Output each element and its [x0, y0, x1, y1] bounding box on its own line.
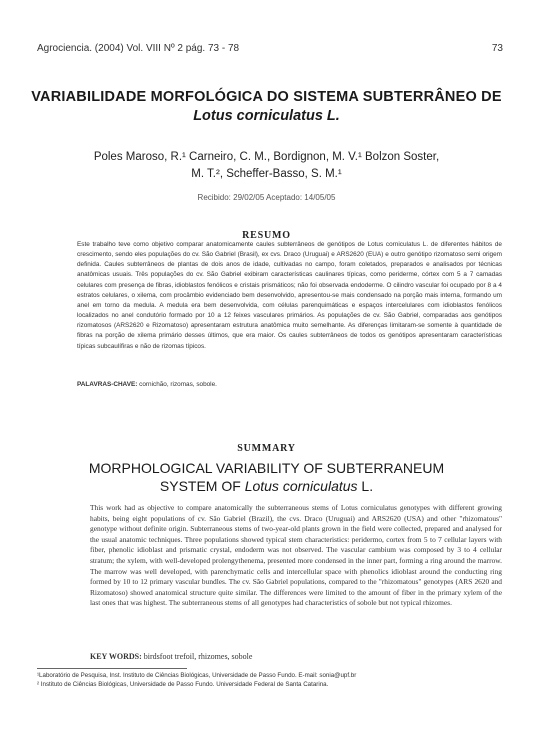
authors-line-2: M. T.², Scheffer-Basso, S. M.¹ [191, 168, 342, 180]
title-species: Lotus corniculatus L. [193, 108, 340, 124]
title-english-line-2: SYSTEM OF Lotus corniculatus L. [159, 478, 374, 494]
title-english-line-1: MORPHOLOGICAL VARIABILITY OF SUBTERRANEUM [88, 460, 445, 476]
title-english [20, 459, 513, 495]
author-list [40, 149, 493, 183]
palavras-chave [77, 381, 502, 388]
summary-heading: SUMMARY [237, 443, 296, 454]
key-words-label: KEY WORDS: [90, 652, 142, 661]
resumo-heading: RESUMO [242, 230, 291, 241]
resumo-text: Este trabalho teve como objetivo comparar anatomicamente caules subterrâneos de genótipos de Lotus corniculatus L. de diferentes hábitos de crescimento, sendo eles populações do cv. São Gabriel (Brasil), ex cvs. Draco (Uruguai) e ARS2620 (EUA) e outro genótipo rizomatoso semi origem definida. Caules subterrâneos de plantas de dois anos de idade, cultivadas no campo, foram coletados, preparados e analisados por técnicas anatômicas usuais. Três populações do cv. São Gabriel exibiram características caulinares típicas, como periderme, córtex com 5 a 7 camadas celulares com presença de fibras, idioblastos fenólicos e cristais prismáticos; não foi observada endoderme. O cilindro vascular foi ocupado por 8 a 4 estratos celulares, o xilema, com procâmbio evidenciado bem desenvolvido, apresentou-se mais condensado na porção mais interna, formando um anel em torno da medula. A medula era bem desenvolvida, com células parenquimáticas e espaços intercelulares com idioblastos fenólicos localizados no anel condutório formado por 10 a 12 feixes vasculares primários. As populações de cv. São Gabriel, comparadas aos genótipos rizomatosos (ARS2620 e Rizomatoso) apresentaram estrutura anatômica muito semelhante. As diferenças limitaram-se somente à quantidade de fibras na porção de xilema primário desses últimos, que era maior. Os caules subterrâneos de todos os genótipos apresentaram características típicas subcaulífiras e não de rizomas típicos. [77, 241, 502, 350]
authors-line-1: Poles Maroso, R.¹ Carneiro, C. M., Bordignon, M. V.¹ Bolzon Soster, [93, 151, 440, 163]
footnote-divider [37, 668, 187, 669]
running-header [37, 43, 503, 54]
key-words [90, 652, 502, 661]
journal-citation: Agrociencia. (2004) Vol. VIII Nº 2 pág. 73 - 78 [37, 43, 240, 54]
palavras-chave-values: cornichão, rizomas, sobole. [139, 381, 217, 388]
palavras-chave-label: PALAVRAS-CHAVE: [77, 381, 138, 388]
page-number: 73 [491, 43, 503, 54]
title-portuguese: VARIABILIDADE MORFOLÓGICA DO SISTEMA SUBTERRÂNEO DE [31, 89, 502, 105]
received-accepted-dates: Recibido: 29/02/05 Aceptado: 14/05/05 [197, 193, 336, 202]
key-words-values: birdsfoot trefoil, rhizomes, sobole [143, 652, 253, 661]
footnote-1: ¹Laboratório de Pesquisa, Inst. Instituto de Ciências Biológicas, Universidade de Passo Fundo. E-mail: sonia@upf.br [37, 672, 357, 679]
summary-text: This work had as objective to compare anatomically the subterraneous stems of Lotus corniculatus genotypes with different growing habits, being eight populations of cv. São Gabriel (Brazil), the cvs. Draco (Uruguai) and ARS2620 (USA) and other "rhizomatous" genotype without definite origin. Subterraneous stems of two-year-old plants grown in the field were collected, prepared and analysed for the usual anatomic techniques. Three populations showed typical stem characteristics: peridermo, cortex from 5 to 7 cellular layers with fiber, phenolic idioblast and prismatic crystal, endoderm was not observed. The vascular cambium was composed by 3 to 4 cellular stratum; the xylem, with well-developed prolengythenema, presented more condensed in the inner part, forming a ring around the marrow. The marrow was well developed, with parenchymatic cells and intercellular space with phenolics idioblast around the conducting ring formed by 10 to 12 primary vascular bundles. The cv. São Gabriel populations, compared to the "rhizomatous" genotypes (ARS 2620 and Rizomatoso) showed anatomical structure quite similar. The differences were limited to the amount of fiber in the primary xylem of the last ones that was highest. The subterraneous stems of all genotypes had characteristics of sobole but not typical rhizomes. [90, 503, 502, 608]
footnote-2: ² Instituto de Ciências Biológicas, Universidade de Passo Fundo. Universidade Federal de Santa Catarina. [37, 681, 329, 688]
title-english-species: Lotus corniculatus [244, 478, 358, 494]
